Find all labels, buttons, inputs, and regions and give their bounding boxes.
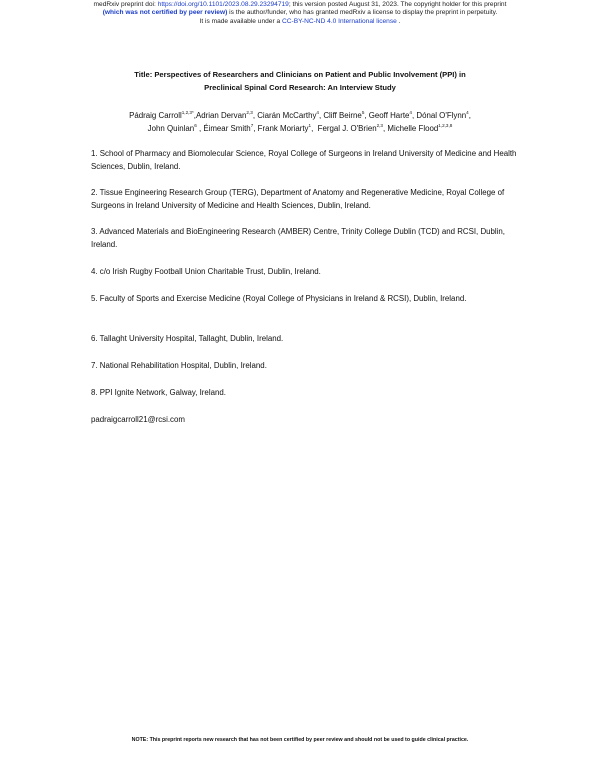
paper-title (70, 69, 530, 94)
author-name: Cliff Beirne (323, 111, 362, 120)
header-version-text: ; this version posted August 31, 2023. The copyright holder for this preprint (288, 1, 507, 8)
author-list (70, 109, 530, 135)
header-period: . (396, 17, 401, 25)
author-name: Dónal O'Flynn (416, 111, 467, 120)
affiliation-4: 4. c/o Irish Rugby Football Union Charitable Trust, Dublin, Ireland. (91, 267, 321, 276)
author-name: Frank Moriarty (257, 124, 309, 133)
author-separator: , (318, 111, 324, 120)
author-separator: , (411, 111, 417, 120)
peer-review-notice: (which was not certified by peer review) (102, 9, 228, 17)
author-name: John Quinlan (147, 124, 195, 133)
author-name: Pádraig Carroll (129, 111, 182, 120)
author-separator: , (311, 124, 318, 133)
header-available-text: It is made available under a (199, 17, 282, 25)
header-line-3 (0, 18, 600, 26)
author-affiliation-marker: 6 (194, 123, 197, 128)
affiliation-2: 2. Tissue Engineering Research Group (TERG), Department of Anatomy and Regenerative Medicine, Royal College of Surgeons in Ireland University of Medicine and Health Sciences, Dublin, Ireland. (91, 188, 505, 210)
affiliation-8: 8. PPI Ignite Network, Galway, Ireland. (91, 388, 226, 397)
doi-link[interactable]: https://doi.org/10.1101/2023.08.29.23294719 (157, 1, 289, 8)
author-affiliation-marker: 4 (409, 110, 412, 115)
author-affiliation-marker: 1,2,3* (181, 110, 194, 115)
author-separator: , (382, 124, 388, 133)
preprint-footer-note: NOTE: This preprint reports new research that has not been certified by peer review and should not be used to guide clinical practice. (131, 737, 469, 743)
author-separator: , (253, 124, 258, 133)
author-affiliation-marker: 4 (316, 110, 319, 115)
author-name: Geoff Harte (368, 111, 410, 120)
author-name: Michelle Flood (387, 124, 439, 133)
author-name: Ciarán McCarthy (257, 111, 317, 120)
affiliation-1: 1. School of Pharmacy and Biomolecular Science, Royal College of Surgeons in Ireland University of Medicine and Health Sciences, Dublin, Ireland. (91, 149, 517, 171)
affiliation-7: 7. National Rehabilitation Hospital, Dublin, Ireland. (91, 361, 267, 370)
author-affiliation-marker: 4 (466, 110, 469, 115)
preprint-header (0, 1, 600, 26)
author-affiliation-marker: 5 (361, 110, 365, 115)
author-separator: , (196, 124, 204, 133)
corresponding-email[interactable]: padraigcarroll21@rcsi.com (91, 415, 185, 424)
affiliation-6: 6. Tallaght University Hospital, Tallaght, Dublin, Ireland. (91, 334, 284, 343)
author-separator: , (364, 111, 369, 120)
paper-title-line-2: Preclinical Spinal Cord Research: An Interview Study (204, 82, 396, 92)
header-line-2 (0, 9, 600, 17)
affiliation-3: 3. Advanced Materials and BioEngineering Research (AMBER) Centre, Trinity College Dublin (TCD) and RCSI, Dublin, Ireland. (91, 227, 506, 249)
author-affiliation-marker: 7 (250, 123, 254, 128)
header-doi-label: medRxiv preprint doi: (93, 1, 158, 8)
license-link[interactable]: CC-BY-NC-ND 4.0 International license (281, 17, 397, 25)
author-separator: , (468, 111, 471, 120)
author-name: Adrian Dervan (195, 111, 247, 120)
author-affiliation-marker: 2,3 (246, 110, 253, 115)
paper-title-line-1: Title: Perspectives of Researchers and Clinicians on Patient and Public Involvement (PPI) in (134, 70, 466, 79)
author-name: Fergal J. O'Brien (317, 124, 377, 133)
author-affiliation-marker: 2,3 (376, 123, 383, 128)
author-affiliation-marker: 1 (308, 123, 312, 128)
header-license-text: is the author/funder, who has granted medRxiv a license to display the preprint in perpetuity. (227, 9, 498, 17)
author-separator: , (252, 111, 258, 120)
author-separator: , (193, 111, 196, 120)
author-affiliation-marker: 1,2,3,8 (438, 123, 453, 128)
affiliation-5: 5. Faculty of Sports and Exercise Medicine (Royal College of Physicians in Ireland & RCSI), Dublin, Ireland. (91, 294, 467, 303)
header-line-1 (0, 1, 600, 9)
author-name: Éimear Smith (203, 124, 251, 133)
